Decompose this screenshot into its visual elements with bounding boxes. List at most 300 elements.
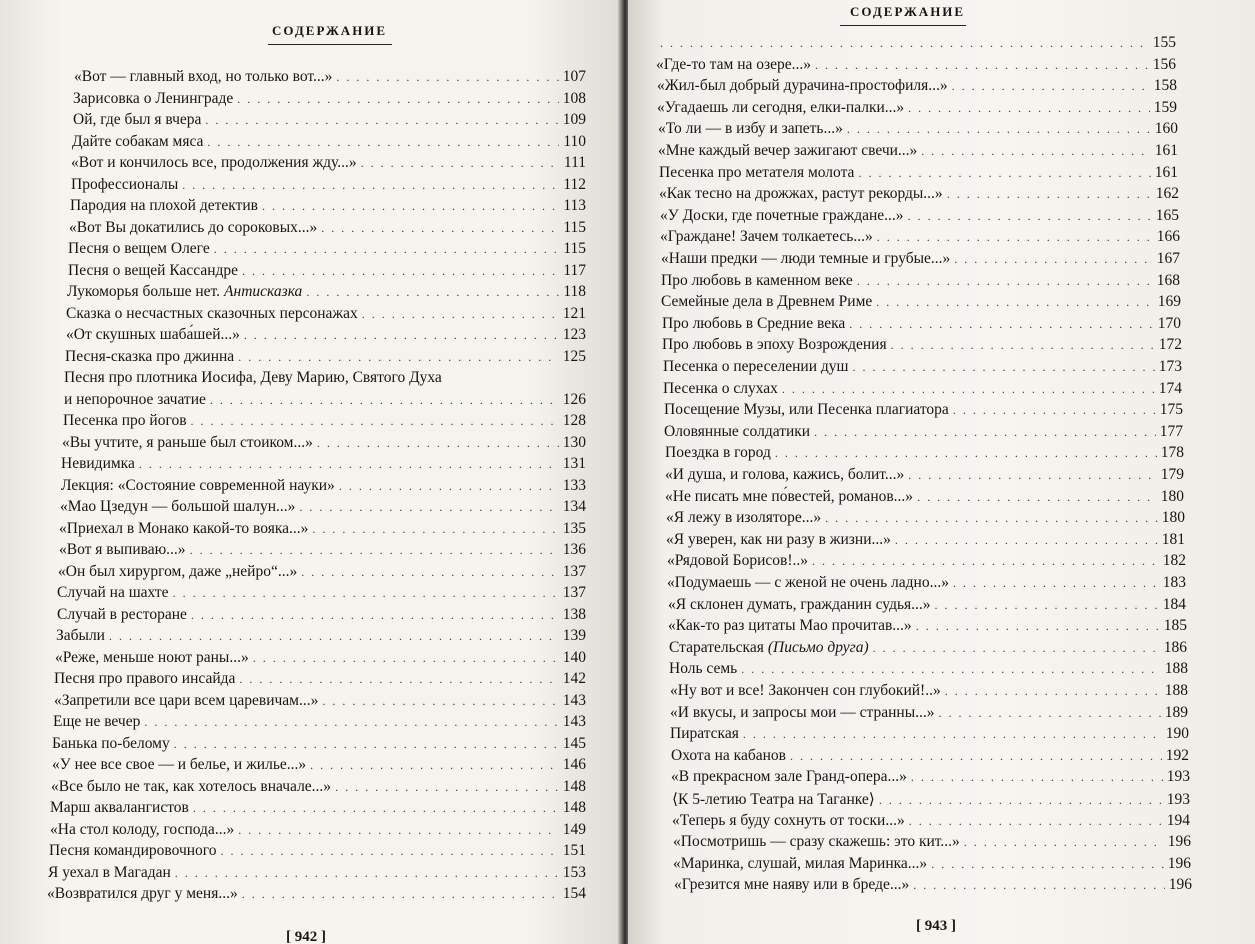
toc-entry-title: Случай на шахте: [57, 584, 169, 601]
dot-leader: [205, 113, 558, 128]
toc-entry-page: 113: [563, 197, 586, 214]
dot-leader: [852, 360, 1154, 375]
toc-entry-title: Посещение Музы, или Песенка плагиатора: [664, 401, 949, 418]
toc-entry-page: 179: [1160, 466, 1184, 483]
toc-entry-page: 165: [1155, 207, 1179, 224]
toc-entry-page: 174: [1158, 380, 1182, 397]
toc-entry: [70, 197, 586, 219]
toc-entry-page: 167: [1156, 250, 1180, 267]
toc-entry-title: Песня про плотника Иосифа, Деву Марию, Святого Духа: [64, 369, 442, 386]
toc-entry: [53, 713, 586, 735]
toc-entry-title: «Я лежу в изоляторе...»: [666, 509, 822, 526]
toc-entry: [666, 531, 1185, 553]
toc-entry-page: 121: [562, 305, 586, 322]
dot-leader: [743, 727, 1162, 742]
toc-entry-page: 175: [1159, 401, 1183, 418]
toc-entry: [48, 864, 586, 886]
toc-entry-page: 149: [562, 821, 586, 838]
toc-entry-page: 168: [1156, 272, 1180, 289]
dot-leader: [221, 844, 559, 859]
toc-entry-title: Про любовь в эпоху Возрождения: [662, 336, 887, 353]
dot-leader: [873, 641, 1160, 656]
toc-entry: [666, 509, 1185, 531]
dot-leader: [301, 565, 559, 580]
toc-entry: [50, 821, 586, 843]
toc-entry: [65, 348, 586, 370]
toc-entry-subtitle: Антисказка: [224, 283, 303, 300]
toc-entry-title: «Посмотришь — сразу скажешь: это кит...»: [673, 833, 960, 850]
dot-leader: [310, 758, 559, 773]
dot-leader: [321, 221, 559, 236]
toc-entry-title: «Приехал в Монако какой-то вояка...»: [59, 520, 309, 537]
toc-entry: [663, 380, 1182, 402]
toc-entry: [68, 240, 586, 262]
toc-entry-page: 178: [1160, 444, 1184, 461]
toc-entry-page: 194: [1166, 812, 1190, 829]
dot-leader: [931, 857, 1164, 872]
dot-leader: [144, 715, 558, 730]
toc-entry: [51, 778, 586, 800]
toc-entry-title: «Где-то там на озере...»: [656, 56, 811, 73]
toc-entry: [47, 885, 586, 907]
toc-entry-title: «От скушных шаба́шей...»: [66, 326, 240, 343]
toc-entry-title: Марш аквалангистов: [50, 799, 189, 816]
toc-entry-page: 188: [1164, 682, 1188, 699]
toc-entry-title: Сказка о несчастных сказочных персонажах: [66, 305, 358, 322]
toc-entry-title: Песня командировочного: [49, 842, 217, 859]
toc-entry-title: «Подумаешь — с женой не очень ладно...»: [667, 574, 949, 591]
dot-leader: [825, 511, 1158, 526]
toc-entry: [63, 412, 586, 434]
toc-entry: [665, 488, 1184, 510]
toc-entry: [661, 250, 1180, 272]
toc-entry: [673, 833, 1191, 855]
toc-entry-title: «Все было не так, как хотелось вначале...»: [51, 778, 332, 795]
dot-leader: [947, 187, 1152, 202]
dot-leader: [191, 414, 559, 429]
toc-entry: [52, 756, 586, 778]
toc-entry: [62, 434, 586, 456]
toc-entry-title: «Запретили все цари всем царевичам...»: [54, 692, 319, 709]
toc-entry-page: 192: [1165, 747, 1189, 764]
toc-entry-page: 148: [562, 799, 586, 816]
toc-entry-title: «Как-то раз цитаты Мао прочитав...»: [668, 617, 912, 634]
toc-entry: [66, 326, 586, 348]
toc-entry: [669, 660, 1188, 682]
dot-leader: [322, 694, 558, 709]
toc-entry-title: Песня про правого инсайда: [54, 670, 236, 687]
dot-leader: [242, 887, 559, 902]
toc-entry-title: Поездка в город: [665, 444, 771, 461]
toc-entry-title: Ой, где был я вчера: [73, 111, 202, 128]
toc-entry: [662, 336, 1182, 358]
toc-entry-title: «Теперь я буду сохнуть от тоски...»: [672, 812, 905, 829]
dot-leader: [891, 338, 1155, 353]
toc-entry-title: «В прекрасном зале Гранд-опера...»: [671, 768, 907, 785]
toc-entry-page: 109: [562, 111, 586, 128]
toc-entry: [658, 142, 1178, 164]
dot-leader: [952, 79, 1150, 94]
toc-entry-title: «Я уверен, как ни разу в жизни...»: [666, 531, 891, 548]
header-rule: [840, 25, 966, 26]
toc-entry: [72, 133, 586, 155]
toc-entry-page: 128: [562, 412, 586, 429]
toc-entry-page: 148: [562, 778, 586, 795]
toc-entry-page: 172: [1158, 336, 1182, 353]
toc-entry-title: Песенка о слухах: [663, 380, 778, 397]
toc-entry-page: 136: [562, 541, 586, 558]
left-page: [0, 0, 622, 944]
toc-entry-page: 143: [562, 713, 586, 730]
toc-entry-title: «Маринка, слушай, милая Маринка...»: [673, 855, 928, 872]
toc-entry: [660, 228, 1180, 250]
toc-entry-title: «Грезится мне наяву или в бреде...»: [674, 876, 910, 893]
toc-entry-title: «То ли — в избу и запеть...»: [658, 120, 843, 137]
toc-entry: [668, 617, 1187, 639]
toc-entry: [71, 154, 586, 176]
dot-leader: [782, 382, 1155, 397]
toc-entry-page: 153: [562, 864, 586, 881]
toc-entry-page: 115: [563, 219, 586, 236]
toc-entry-title: Еще не вечер: [53, 713, 141, 730]
toc-entry-title: и непорочное зачатие: [64, 391, 206, 408]
toc-entry-page: 110: [563, 133, 586, 150]
dot-leader: [306, 285, 559, 300]
dot-leader: [741, 662, 1161, 677]
toc-entry-page: 115: [563, 240, 586, 257]
toc-entry-page: 142: [562, 670, 586, 687]
dot-leader: [317, 436, 559, 451]
toc-entry-page: 112: [563, 176, 586, 193]
toc-entry: [672, 790, 1190, 812]
toc-entry: [49, 842, 586, 864]
toc-entry-title: «Вы учтите, я раньше был стоиком...»: [62, 434, 313, 451]
toc-entry-page: 196: [1167, 833, 1191, 850]
toc-entry-title: Невидимка: [61, 455, 135, 472]
toc-entry: [64, 369, 586, 391]
toc-entry-page: 137: [562, 584, 586, 601]
toc-entry-title: Старательская: [669, 639, 764, 656]
toc-entry-title: «Наши предки — люди темные и грубые...»: [661, 250, 951, 267]
toc-entry: [664, 423, 1183, 445]
toc-entry-title: Песня-сказка про джинна: [65, 348, 235, 365]
dot-leader: [775, 446, 1157, 461]
toc-entry: [52, 735, 586, 757]
dot-leader: [339, 479, 559, 494]
toc-entry-page: 123: [562, 326, 586, 343]
page-number: [ 943 ]: [916, 918, 956, 934]
toc-entry-page: 162: [1155, 185, 1179, 202]
toc-entry: [54, 670, 586, 692]
dot-leader: [921, 144, 1150, 159]
toc-entry-page: 137: [562, 563, 586, 580]
dot-leader: [876, 295, 1153, 310]
dot-leader: [312, 522, 558, 537]
dot-leader: [244, 328, 559, 343]
toc-entry-title: Песня о вещей Кассандре: [68, 262, 239, 279]
toc-entry: [69, 219, 586, 241]
toc-entry-title: «Рядовой Борисов!..»: [667, 552, 808, 569]
toc-entry: [74, 68, 586, 90]
toc-entry-page: 196: [1167, 855, 1191, 872]
toc-entry-page: 138: [562, 606, 586, 623]
toc-entry: [659, 164, 1178, 186]
toc-entry: [55, 649, 586, 671]
toc-entry-title: Песня о вещем Олеге: [68, 240, 210, 257]
toc-entry-page: 193: [1166, 768, 1190, 785]
dot-leader: [173, 586, 559, 601]
toc-entry-title: «Мао Цзедун — большой шалун...»: [60, 498, 296, 515]
toc-entry: [657, 99, 1177, 121]
toc-entry-page: 155: [1152, 34, 1176, 51]
page-header: СОДЕРЖАНИЕ: [850, 4, 966, 19]
toc-entry-title: «Не писать мне по́вестей, романов...»: [665, 488, 914, 505]
toc-entry-title: «Граждане! Зачем толкаетесь...»: [660, 228, 873, 245]
dot-leader: [908, 101, 1150, 116]
toc-entry-page: 180: [1160, 488, 1184, 505]
toc-entry-title: Пиратская: [670, 725, 739, 742]
toc-entry: [671, 768, 1190, 790]
toc-entry: [661, 293, 1181, 315]
toc-entry-page: 135: [562, 520, 586, 537]
toc-entry-title: «Мне каждый вечер зажигают свечи...»: [658, 142, 918, 159]
dot-leader: [847, 122, 1151, 137]
dot-leader: [214, 242, 560, 257]
dot-leader: [913, 878, 1165, 893]
dot-leader: [262, 199, 559, 214]
dot-leader: [945, 684, 1161, 699]
toc-entry-page: 130: [562, 434, 586, 451]
toc-entry: [50, 799, 586, 821]
dot-leader: [935, 598, 1159, 613]
toc-entry-page: 143: [562, 692, 586, 709]
toc-entry-title: «Возвратился друг у меня...»: [47, 885, 238, 902]
toc-entry-page: 117: [563, 262, 586, 279]
toc-entry: [66, 305, 586, 327]
toc-entry: [59, 541, 586, 563]
toc-entry-page: 107: [562, 68, 586, 85]
toc-entry: [57, 584, 586, 606]
dot-leader: [939, 706, 1161, 721]
toc-entry-page: 108: [562, 90, 586, 107]
toc-entry: [669, 639, 1187, 661]
toc-entry-page: 118: [563, 283, 586, 300]
toc-entry-title: Ноль семь: [669, 660, 738, 677]
toc-entry-page: 159: [1153, 99, 1177, 116]
toc-entry-title: Дайте собакам мяса: [72, 133, 204, 150]
toc-entry: [657, 77, 1177, 99]
toc-entry: [61, 455, 586, 477]
dot-leader: [191, 608, 559, 623]
toc-entry: [664, 401, 1183, 423]
dot-leader: [139, 457, 559, 472]
dot-leader: [362, 307, 559, 322]
toc-entry-page: 139: [562, 627, 586, 644]
dot-leader: [175, 866, 559, 881]
toc-entry-title: Охота на кабанов: [671, 747, 786, 764]
dot-leader: [814, 425, 1156, 440]
dot-leader: [954, 252, 1152, 267]
dot-leader: [239, 672, 558, 687]
toc-entry: [668, 596, 1186, 618]
toc-entry-page: 161: [1154, 142, 1178, 159]
toc-entry-title: Профессионалы: [71, 176, 179, 193]
toc-entry: [57, 606, 586, 628]
toc-entry: [667, 574, 1186, 596]
toc-entry-title: Песенка про метателя молота: [659, 164, 855, 181]
toc-entry-page: 145: [562, 735, 586, 752]
dot-leader: [895, 533, 1158, 548]
toc-entry: [658, 120, 1178, 142]
toc-entry: [660, 207, 1179, 229]
toc-entry-page: 184: [1162, 596, 1186, 613]
toc-entry: [73, 111, 586, 133]
toc-entry: [56, 627, 586, 649]
toc-entry: [673, 855, 1191, 877]
dot-leader: [879, 793, 1163, 808]
toc-entry: [670, 725, 1189, 747]
toc-entry-title: «Как тесно на дрожжах, растут рекорды...»: [659, 185, 943, 202]
toc-entry-title: «Реже, меньше ноют раны...»: [55, 649, 249, 666]
toc-entry: [656, 56, 1176, 78]
dot-leader: [238, 823, 559, 838]
toc-entry-title: Песенка о переселении душ: [663, 358, 849, 375]
dot-leader: [909, 814, 1163, 829]
toc-entry-title: «Вот Вы докатились до сороковых...»: [69, 219, 318, 236]
toc-entry: [663, 358, 1182, 380]
toc-entry-page: 111: [563, 154, 586, 171]
dot-leader: [908, 209, 1152, 224]
dot-leader: [299, 500, 558, 515]
dot-leader: [857, 274, 1153, 289]
dot-leader: [953, 576, 1159, 591]
toc-entry: [665, 466, 1184, 488]
toc-entry-page: 156: [1152, 56, 1176, 73]
dot-leader: [190, 543, 559, 558]
toc-entry-page: 158: [1153, 77, 1177, 94]
toc-entry-page: 161: [1154, 164, 1178, 181]
toc-entry-page: 125: [562, 348, 586, 365]
dot-leader: [237, 92, 559, 107]
toc-entry-title: Про любовь в каменном веке: [661, 272, 853, 289]
dot-leader: [877, 230, 1153, 245]
toc-entry: [73, 90, 586, 112]
toc-entry-page: 166: [1156, 228, 1180, 245]
dot-leader: [660, 36, 1149, 51]
toc-entry: [659, 185, 1179, 207]
toc-entry-title: Случай в ресторане: [57, 606, 187, 623]
toc-entry-page: 188: [1164, 660, 1188, 677]
toc-entry-title: «Жил-был добрый дурачина-простофиля...»: [657, 77, 948, 94]
toc-entry-page: 160: [1154, 120, 1178, 137]
toc-entry-title: Я уехал в Магадан: [48, 864, 171, 881]
dot-leader: [361, 156, 560, 171]
toc-entry-page: 181: [1161, 531, 1185, 548]
toc-entry-page: 182: [1162, 552, 1186, 569]
toc-entry-title: «У нее все свое — и белье, и жилье...»: [52, 756, 307, 773]
page-number: [ 942 ]: [286, 929, 326, 944]
toc-entry-title: «Я склонен думать, гражданин судья...»: [668, 596, 931, 613]
dot-leader: [917, 490, 1157, 505]
dot-leader: [812, 554, 1159, 569]
toc-entry: [665, 444, 1184, 466]
toc-entry-page: 170: [1157, 315, 1181, 332]
dot-leader: [242, 264, 559, 279]
dot-leader: [253, 651, 559, 666]
toc-entry-page: 140: [562, 649, 586, 666]
toc-entry-page: 185: [1163, 617, 1187, 634]
toc-entry: [661, 272, 1180, 294]
toc-entry: [656, 34, 1176, 56]
toc-entry-title: «Ну вот и все! Закончен сон глубокий!..»: [670, 682, 941, 699]
toc-entry-page: 151: [562, 842, 586, 859]
right-page: [628, 0, 1255, 944]
toc-entry: [59, 520, 586, 542]
toc-entry: [662, 315, 1181, 337]
toc-entry-page: 173: [1158, 358, 1182, 375]
dot-leader: [916, 619, 1160, 634]
toc-entry-page: 183: [1162, 574, 1186, 591]
dot-leader: [911, 770, 1163, 785]
toc-entry-page: 126: [562, 391, 586, 408]
toc-entry-page: 131: [562, 455, 586, 472]
toc-entry-title: «Вот и кончилось все, продолжения жду...»: [71, 154, 357, 171]
toc-entry-page: 134: [562, 498, 586, 515]
toc-entry-title: Банька по-белому: [52, 735, 170, 752]
dot-leader: [908, 468, 1156, 483]
toc-entry-title: Оловянные солдатики: [664, 423, 811, 440]
toc-entry-page: 193: [1166, 791, 1190, 808]
toc-entry-title: «Вот я выпиваю...»: [59, 541, 186, 558]
toc-entry-subtitle: (Письмо друга): [767, 639, 869, 656]
toc-entry-title: «У Доски, где почетные граждане...»: [660, 207, 904, 224]
dot-leader: [238, 350, 559, 365]
header-rule: [268, 44, 392, 45]
toc-entry: [60, 498, 586, 520]
toc-entry-title: Про любовь в Средние века: [662, 315, 846, 332]
toc-entry-title: Песенка про йогов: [63, 412, 187, 429]
dot-leader: [182, 178, 559, 193]
toc-entry-title: Лекция: «Состояние современной науки»: [61, 477, 335, 494]
toc-entry-title: Зарисовка о Ленинграде: [73, 90, 234, 107]
toc-entry: [54, 692, 586, 714]
dot-leader: [336, 70, 558, 85]
dot-leader: [953, 403, 1156, 418]
dot-leader: [964, 835, 1164, 850]
toc-entry-title: «И вкусы, и запросы мои — странны...»: [670, 704, 935, 721]
toc-entry: [672, 812, 1190, 834]
toc-entry-title: «Угадаешь ли сегодня, елки-палки...»: [657, 99, 905, 116]
toc-entry: [670, 682, 1188, 704]
toc-entry-title: Забыли: [56, 627, 105, 644]
toc-entry-title: Семейные дела в Древнем Риме: [661, 293, 873, 310]
toc-entry: [58, 563, 586, 585]
dot-leader: [109, 629, 559, 644]
dot-leader: [790, 749, 1162, 764]
dot-leader: [858, 166, 1150, 181]
page-header: СОДЕРЖАНИЕ: [272, 23, 388, 38]
toc-entry-page: 180: [1161, 509, 1185, 526]
toc-entry-title: Пародия на плохой детектив: [70, 197, 258, 214]
toc-entry-title: «Вот — главный вход, но только вот...»: [74, 68, 333, 85]
toc-entry-page: 146: [562, 756, 586, 773]
dot-leader: [174, 737, 559, 752]
toc-entry: [68, 262, 586, 284]
toc-entry-page: 154: [562, 885, 586, 902]
toc-entry: [671, 747, 1189, 769]
toc-entry-title: Лукоморья больше нет.: [67, 283, 221, 300]
dot-leader: [210, 393, 559, 408]
